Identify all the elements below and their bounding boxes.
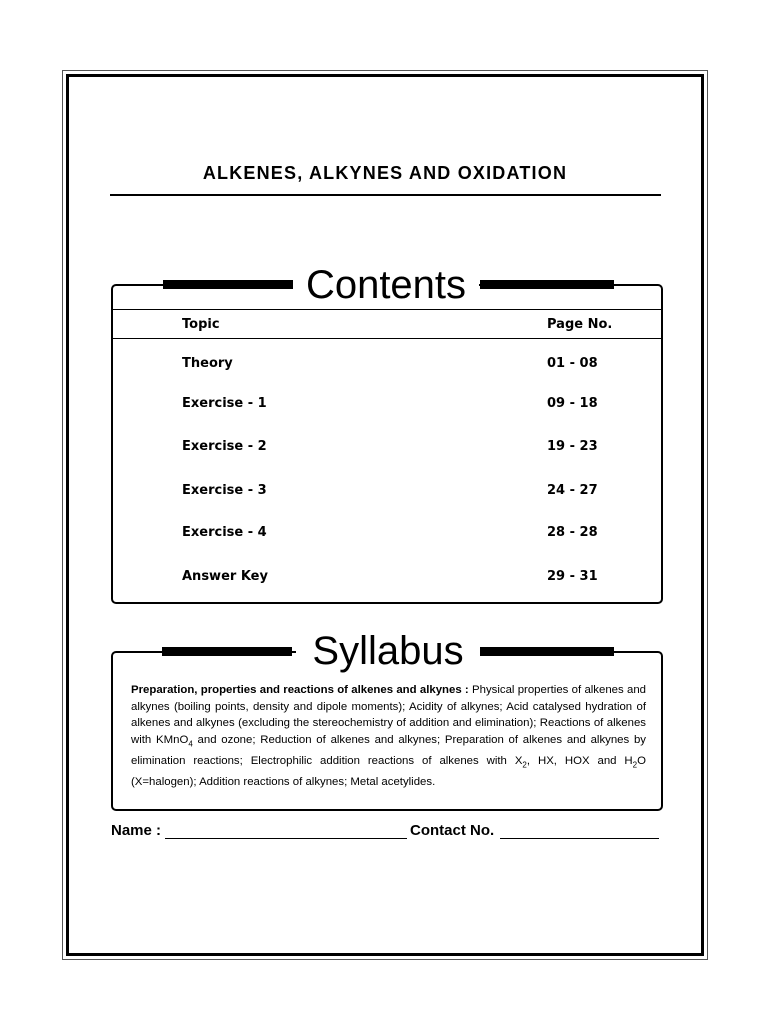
syllabus-lead: Preparation, properties and reactions of alkenes and alkynes : xyxy=(131,684,469,696)
contact-field[interactable] xyxy=(500,838,659,839)
syllabus-body-part: O (X=halogen); Addition reactions of alkynes; Metal acetylides. xyxy=(131,754,646,788)
syllabus-paragraph xyxy=(131,682,646,790)
column-header-page: Page No. xyxy=(547,317,613,332)
contents-row-topic: Exercise - 2 xyxy=(182,439,267,454)
contents-row-page: 19 - 23 xyxy=(547,439,598,454)
contents-row-topic: Exercise - 1 xyxy=(182,396,267,411)
name-label: Name : xyxy=(111,822,162,839)
syllabus-heading-bar-left xyxy=(162,647,292,656)
contents-heading-bar-right xyxy=(480,280,614,289)
syllabus-subscript: 2 xyxy=(632,759,638,769)
contents-header-top-rule xyxy=(113,309,661,310)
contents-header-bottom-rule xyxy=(113,338,661,339)
syllabus-heading: Syllabus xyxy=(296,631,480,671)
document-title: ALKENES, ALKYNES AND OXIDATION xyxy=(202,163,568,183)
syllabus-body-part: Physical properties of alkenes and alkynes (boiling points, density and dipole moments); Acidity of alkynes; Acid catalysed hydration of alkenes and alkynes (excluding the stereochemistry of addition and elimination); Reactions of alkenes with KMnO xyxy=(131,684,646,746)
contents-row-topic: Theory xyxy=(182,356,233,371)
contents-row-page: 29 - 31 xyxy=(547,569,598,584)
contents-row-page: 24 - 27 xyxy=(547,483,598,498)
column-header-topic: Topic xyxy=(182,317,220,332)
title-underline xyxy=(110,194,661,196)
contents-heading: Contents xyxy=(293,265,479,305)
syllabus-heading-bar-right xyxy=(480,647,614,656)
contents-row-page: 01 - 08 xyxy=(547,356,598,371)
syllabus-subscript: 4 xyxy=(188,739,193,749)
contents-row-page: 09 - 18 xyxy=(547,396,598,411)
name-field[interactable] xyxy=(165,838,407,839)
syllabus-subscript: 2 xyxy=(522,759,527,769)
contact-label: Contact No. xyxy=(410,822,495,839)
contents-row-topic: Exercise - 3 xyxy=(182,483,267,498)
contents-row-topic: Answer Key xyxy=(182,569,268,584)
syllabus-body-part: , HX, HOX and H xyxy=(526,754,633,767)
syllabus-body-part: and ozone; Reduction of alkenes and alkynes; Preparation of alkenes and alkynes by elimination reactions; Electrophilic addition reactions of alkenes with X xyxy=(131,733,647,767)
contents-heading-bar-left xyxy=(163,280,293,289)
contents-row-topic: Exercise - 4 xyxy=(182,525,267,540)
contents-row-page: 28 - 28 xyxy=(547,525,598,540)
